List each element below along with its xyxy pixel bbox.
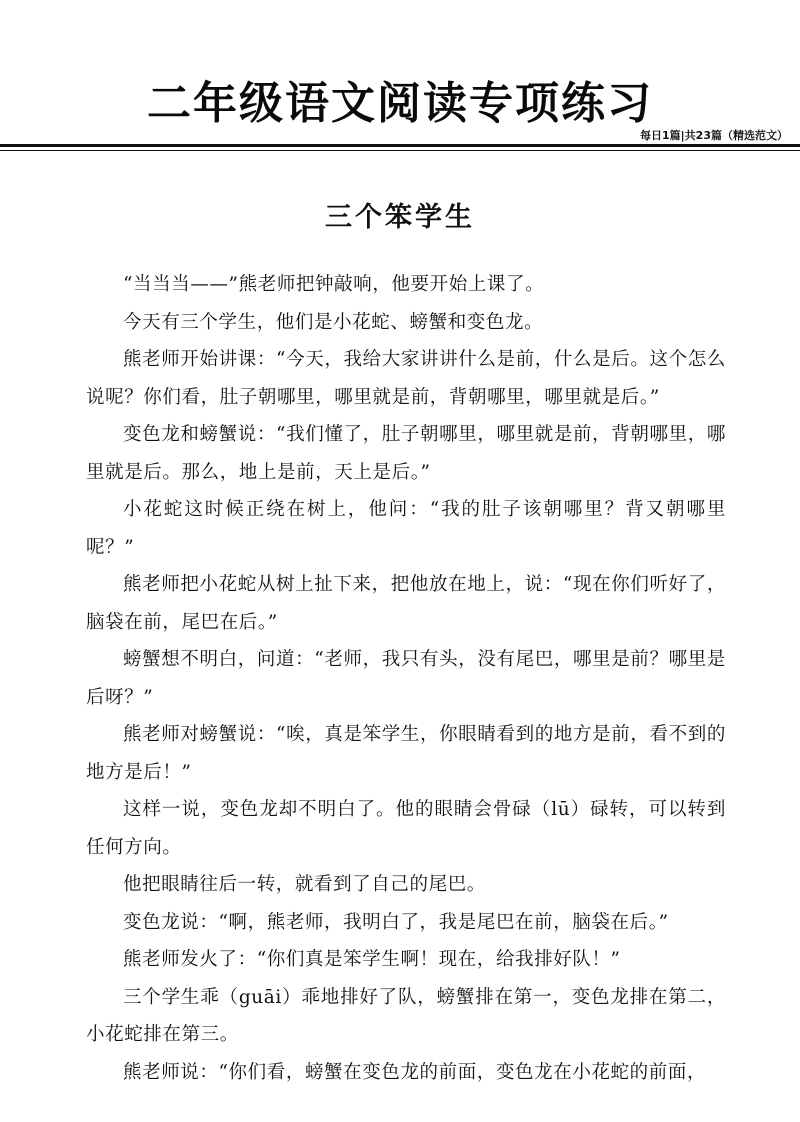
paragraph: 熊老师开始讲课：“今天，我给大家讲讲什么是前，什么是后。这个怎么说呢？你们看，肚子朝哪里，哪里就是前，背朝哪里，哪里就是后。” bbox=[86, 349, 726, 408]
paragraph: 熊老师把小花蛇从树上扯下来，把他放在地上，说：“现在你们听好了，脑袋在前，尾巴在后。” bbox=[86, 574, 726, 633]
worksheet-title: 二年级语文阅读专项练习 bbox=[147, 78, 653, 129]
header-rule-thin bbox=[0, 150, 800, 151]
header-rule-thick bbox=[0, 144, 800, 147]
paragraph: 变色龙和螃蟹说：“我们懂了，肚子朝哪里，哪里就是前，背朝哪里，哪里就是后。那么，地上是前，天上是后。” bbox=[86, 424, 726, 483]
paragraph: 熊老师说：“你们看，螃蟹在变色龙的前面，变色龙在小花蛇的前面， bbox=[123, 1061, 707, 1083]
page-header bbox=[0, 0, 800, 160]
paragraph: 小花蛇这时候正绕在树上，他问：“我的肚子该朝哪里？背又朝哪里呢？” bbox=[86, 499, 726, 558]
paragraph: 熊老师发火了：“你们真是笨学生啊！现在，给我排好队！” bbox=[123, 949, 621, 970]
paragraph: 螃蟹想不明白，问道：“老师，我只有头，没有尾巴，哪里是前？哪里是后呀？” bbox=[86, 649, 726, 708]
paragraph: 今天有三个学生，他们是小花蛇、螃蟹和变色龙。 bbox=[123, 311, 544, 333]
paragraph: “当当当——”熊老师把钟敲响，他要开始上课了。 bbox=[123, 274, 545, 295]
paragraph: 变色龙说：“啊，熊老师，我明白了，我是尾巴在前，脑袋在后。” bbox=[123, 911, 669, 933]
story-body bbox=[86, 266, 726, 1091]
paragraph: 三个学生乖（guāi）乖地排好了队，螃蟹排在第一，变色龙排在第二，小花蛇排在第三。 bbox=[86, 986, 726, 1045]
paragraph: 这样一说，变色龙却不明白了。他的眼睛会骨碌（lū）碌转，可以转到任何方向。 bbox=[86, 799, 726, 858]
paragraph: 他把眼睛往后一转，就看到了自己的尾巴。 bbox=[123, 874, 486, 895]
story-title: 三个笨学生 bbox=[325, 202, 475, 233]
paragraph: 熊老师对螃蟹说：“唉，真是笨学生，你眼睛看到的地方是前，看不到的地方是后！” bbox=[86, 724, 726, 783]
worksheet-subtitle: 每日1篇|共23篇（精选范文） bbox=[640, 129, 788, 142]
